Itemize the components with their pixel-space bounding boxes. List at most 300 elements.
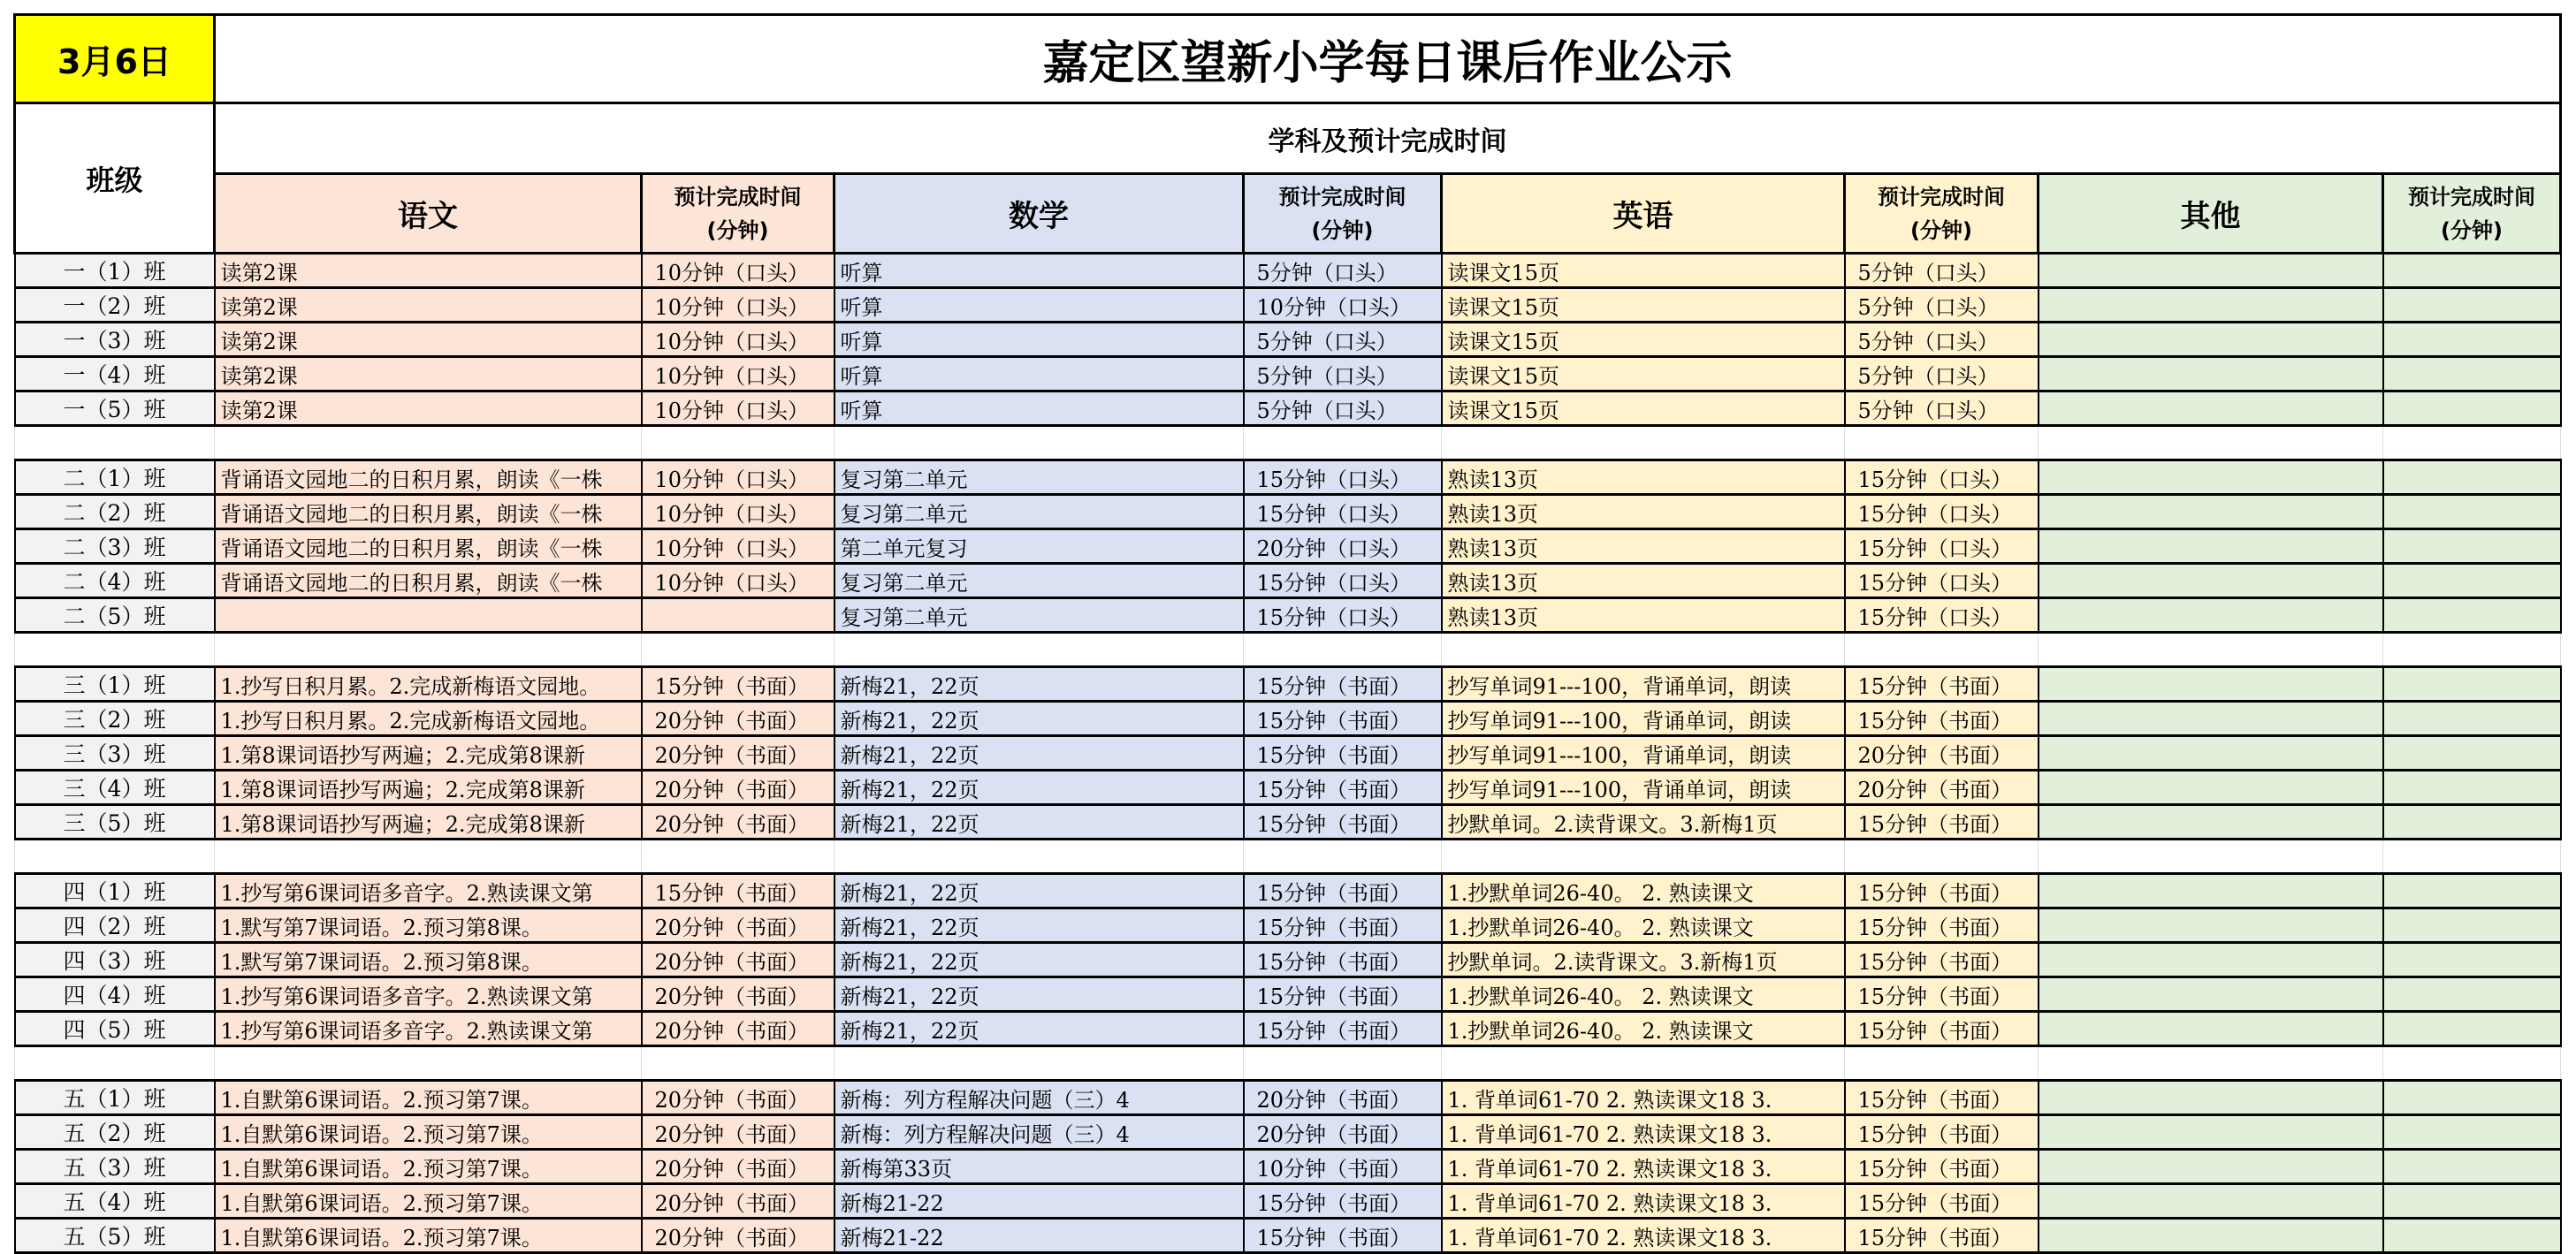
other-homework-cell — [2039, 1012, 2383, 1046]
english-time-cell: 5分钟（口头） — [1845, 288, 2039, 323]
table-row — [15, 805, 2561, 840]
english-homework-cell: 读课文15页 — [1442, 391, 1845, 426]
math-time-cell: 15分钟（书面） — [1244, 874, 1442, 908]
empty-cell — [1244, 840, 1442, 874]
empty-cell — [642, 840, 835, 874]
empty-cell — [2039, 426, 2383, 460]
english-homework-cell: 1.抄默单词26-40。 2. 熟读课文 — [1442, 908, 1845, 943]
empty-cell — [15, 840, 215, 874]
table-row — [15, 874, 2561, 908]
spacer-row — [15, 426, 2561, 460]
chinese-homework-cell: 1.抄写第6课词语多音字。2.熟读课文第 — [215, 977, 642, 1012]
page-title: 嘉定区望新小学每日课后作业公示 — [215, 15, 2561, 103]
english-homework-cell: 读课文15页 — [1442, 288, 1845, 323]
chinese-homework-cell: 1.抄写第6课词语多音字。2.熟读课文第 — [215, 874, 642, 908]
other-homework-cell — [2039, 357, 2383, 391]
math-time-cell: 20分钟（书面） — [1244, 1081, 1442, 1115]
other-homework-cell — [2039, 908, 2383, 943]
class-name-cell: 一（5）班 — [15, 391, 215, 426]
english-homework-cell: 读课文15页 — [1442, 323, 1845, 357]
chinese-homework-cell: 读第2课 — [215, 357, 642, 391]
english-homework-cell: 抄写单词91---100，背诵单词，朗读 — [1442, 771, 1845, 805]
math-time-cell: 5分钟（口头） — [1244, 254, 1442, 288]
math-time-cell: 15分钟（书面） — [1244, 771, 1442, 805]
table-row — [15, 1219, 2561, 1253]
english-homework-cell: 读课文15页 — [1442, 254, 1845, 288]
empty-cell — [1845, 1046, 2039, 1081]
chinese-time-cell: 20分钟（书面） — [642, 1150, 835, 1184]
math-homework-cell: 新梅21，22页 — [835, 1012, 1244, 1046]
english-homework-cell: 1. 背单词61-70 2. 熟读课文18 3. — [1442, 1219, 1845, 1253]
english-time-cell: 15分钟（书面） — [1845, 1012, 2039, 1046]
empty-cell — [1442, 426, 1845, 460]
english-homework-cell: 1. 背单词61-70 2. 熟读课文18 3. — [1442, 1115, 1845, 1150]
math-time-cell: 20分钟（口头） — [1244, 529, 1442, 564]
other-homework-cell — [2039, 391, 2383, 426]
chinese-time-cell: 20分钟（书面） — [642, 1219, 835, 1253]
english-homework-cell: 抄写单词91---100，背诵单词，朗读 — [1442, 702, 1845, 736]
empty-cell — [215, 426, 642, 460]
english-homework-cell: 1. 背单词61-70 2. 熟读课文18 3. — [1442, 1081, 1845, 1115]
empty-cell — [835, 840, 1244, 874]
class-name-cell: 二（4）班 — [15, 564, 215, 598]
empty-cell — [1442, 840, 1845, 874]
english-time-cell: 5分钟（口头） — [1845, 254, 2039, 288]
english-time-cell: 5分钟（口头） — [1845, 357, 2039, 391]
english-time-cell: 15分钟（书面） — [1845, 805, 2039, 840]
math-homework-cell: 新梅21，22页 — [835, 736, 1244, 771]
other-homework-cell — [2039, 702, 2383, 736]
table-row — [15, 908, 2561, 943]
other-homework-cell — [2039, 254, 2383, 288]
class-name-cell: 一（3）班 — [15, 323, 215, 357]
math-homework-cell: 听算 — [835, 254, 1244, 288]
class-name-cell: 三（2）班 — [15, 702, 215, 736]
english-homework-cell: 熟读13页 — [1442, 495, 1845, 529]
empty-cell — [1845, 426, 2039, 460]
chinese-homework-cell: 1.默写第7课词语。2.预习第8课。 — [215, 908, 642, 943]
other-time-cell — [2383, 702, 2561, 736]
class-name-cell: 四（2）班 — [15, 908, 215, 943]
english-time-cell: 5分钟（口头） — [1845, 391, 2039, 426]
math-homework-cell: 新梅：列方程解决问题（三）4 — [835, 1115, 1244, 1150]
class-name-cell: 一（4）班 — [15, 357, 215, 391]
english-time-cell: 15分钟（书面） — [1845, 1150, 2039, 1184]
chinese-homework-cell: 1.自默第6课词语。2.预习第7课。 — [215, 1184, 642, 1219]
class-name-cell: 四（5）班 — [15, 1012, 215, 1046]
table-row — [15, 598, 2561, 633]
table-row — [15, 1150, 2561, 1184]
other-homework-cell — [2039, 1115, 2383, 1150]
spacer-row — [15, 1046, 2561, 1081]
math-homework-cell: 听算 — [835, 391, 1244, 426]
math-time-cell: 15分钟（书面） — [1244, 908, 1442, 943]
empty-cell — [2039, 1046, 2383, 1081]
english-time-cell: 15分钟（书面） — [1845, 667, 2039, 702]
empty-cell — [1244, 1046, 1442, 1081]
math-homework-cell: 新梅21，22页 — [835, 874, 1244, 908]
empty-cell — [835, 633, 1244, 667]
chinese-time-cell: 15分钟（书面） — [642, 874, 835, 908]
chinese-time-cell: 10分钟（口头） — [642, 460, 835, 495]
english-time-cell: 5分钟（口头） — [1845, 323, 2039, 357]
english-time-cell: 15分钟（口头） — [1845, 564, 2039, 598]
other-homework-cell — [2039, 1219, 2383, 1253]
math-homework-cell: 新梅21，22页 — [835, 977, 1244, 1012]
math-time-cell: 15分钟（书面） — [1244, 943, 1442, 977]
empty-cell — [1845, 633, 2039, 667]
math-time-cell: 15分钟（口头） — [1244, 564, 1442, 598]
math-time-cell: 5分钟（口头） — [1244, 357, 1442, 391]
chinese-header: 语文 — [215, 174, 642, 254]
empty-cell — [215, 633, 642, 667]
empty-cell — [2039, 633, 2383, 667]
empty-cell — [215, 1046, 642, 1081]
english-time-cell: 15分钟（书面） — [1845, 874, 2039, 908]
chinese-homework-cell — [215, 598, 642, 633]
english-time-cell: 15分钟（书面） — [1845, 1219, 2039, 1253]
empty-cell — [215, 840, 642, 874]
english-homework-cell: 熟读13页 — [1442, 460, 1845, 495]
class-name-cell: 一（1）班 — [15, 254, 215, 288]
other-time-cell — [2383, 357, 2561, 391]
chinese-time-cell: 20分钟（书面） — [642, 1184, 835, 1219]
other-time-cell — [2383, 1219, 2561, 1253]
class-name-cell: 二（1）班 — [15, 460, 215, 495]
english-homework-cell: 熟读13页 — [1442, 529, 1845, 564]
english-time-cell: 20分钟（书面） — [1845, 736, 2039, 771]
math-homework-cell: 新梅21，22页 — [835, 943, 1244, 977]
math-homework-cell: 新梅21，22页 — [835, 702, 1244, 736]
empty-cell — [15, 633, 215, 667]
table-row — [15, 529, 2561, 564]
chinese-time-cell: 10分钟（口头） — [642, 288, 835, 323]
empty-cell — [642, 633, 835, 667]
empty-cell — [2383, 633, 2561, 667]
chinese-homework-cell: 1.自默第6课词语。2.预习第7课。 — [215, 1081, 642, 1115]
table-row — [15, 1081, 2561, 1115]
english-header: 英语 — [1442, 174, 1845, 254]
other-time-cell — [2383, 391, 2561, 426]
english-homework-cell: 1.抄默单词26-40。 2. 熟读课文 — [1442, 1012, 1845, 1046]
other-time-cell — [2383, 1012, 2561, 1046]
math-homework-cell: 听算 — [835, 288, 1244, 323]
math-time-cell: 15分钟（书面） — [1244, 977, 1442, 1012]
table-row — [15, 391, 2561, 426]
other-homework-cell — [2039, 943, 2383, 977]
math-homework-cell: 新梅21，22页 — [835, 908, 1244, 943]
math-time-cell: 15分钟（书面） — [1244, 702, 1442, 736]
empty-cell — [835, 426, 1244, 460]
other-homework-cell — [2039, 771, 2383, 805]
class-name-cell: 三（1）班 — [15, 667, 215, 702]
class-column-header: 班级 — [15, 103, 215, 254]
chinese-time-cell: 20分钟（书面） — [642, 1012, 835, 1046]
chinese-time-cell: 10分钟（口头） — [642, 254, 835, 288]
math-homework-cell: 第二单元复习 — [835, 529, 1244, 564]
english-homework-cell: 抄写单词91---100，背诵单词，朗读 — [1442, 736, 1845, 771]
english-time-cell: 15分钟（书面） — [1845, 943, 2039, 977]
other-time-cell — [2383, 1081, 2561, 1115]
chinese-time-cell: 20分钟（书面） — [642, 908, 835, 943]
other-time-cell — [2383, 564, 2561, 598]
empty-cell — [2383, 426, 2561, 460]
math-homework-cell: 新梅21，22页 — [835, 771, 1244, 805]
chinese-homework-cell: 背诵语文园地二的日积月累，朗读《一株 — [215, 564, 642, 598]
math-time-cell: 5分钟（口头） — [1244, 391, 1442, 426]
table-row — [15, 460, 2561, 495]
english-homework-cell: 抄默单词。2.读背课文。3.新梅1页 — [1442, 943, 1845, 977]
empty-cell — [1845, 840, 2039, 874]
chinese-homework-cell: 背诵语文园地二的日积月累，朗读《一株 — [215, 529, 642, 564]
chinese-homework-cell: 读第2课 — [215, 288, 642, 323]
math-time-cell: 15分钟（书面） — [1244, 805, 1442, 840]
other-time-cell — [2383, 495, 2561, 529]
english-homework-cell: 1. 背单词61-70 2. 熟读课文18 3. — [1442, 1184, 1845, 1219]
class-name-cell: 二（2）班 — [15, 495, 215, 529]
math-homework-cell: 新梅21，22页 — [835, 805, 1244, 840]
english-time-cell: 15分钟（书面） — [1845, 1081, 2039, 1115]
class-name-cell: 三（4）班 — [15, 771, 215, 805]
other-homework-cell — [2039, 667, 2383, 702]
math-homework-cell: 新梅：列方程解决问题（三）4 — [835, 1081, 1244, 1115]
math-time-cell: 15分钟（口头） — [1244, 495, 1442, 529]
other-homework-cell — [2039, 805, 2383, 840]
other-time-cell — [2383, 1115, 2561, 1150]
class-name-cell: 二（3）班 — [15, 529, 215, 564]
spacer-row — [15, 840, 2561, 874]
chinese-time-cell: 10分钟（口头） — [642, 529, 835, 564]
english-time-cell: 20分钟（书面） — [1845, 771, 2039, 805]
chinese-homework-cell: 1.抄写日积月累。2.完成新梅语文园地。 — [215, 702, 642, 736]
time-header-line1: 预计完成时间 — [1278, 184, 1406, 209]
math-time-cell: 15分钟（书面） — [1244, 1184, 1442, 1219]
math-homework-cell: 新梅第33页 — [835, 1150, 1244, 1184]
other-time-cell — [2383, 977, 2561, 1012]
table-row — [15, 495, 2561, 529]
math-time-cell: 15分钟（书面） — [1244, 1219, 1442, 1253]
empty-cell — [642, 426, 835, 460]
time-header-line1: 预计完成时间 — [2408, 184, 2535, 209]
chinese-time-cell — [642, 598, 835, 633]
english-homework-cell: 读课文15页 — [1442, 357, 1845, 391]
other-time-cell — [2383, 460, 2561, 495]
table-row — [15, 977, 2561, 1012]
english-time-cell: 15分钟（书面） — [1845, 908, 2039, 943]
english-time-cell: 15分钟（口头） — [1845, 529, 2039, 564]
chinese-time-cell: 10分钟（口头） — [642, 357, 835, 391]
english-time-header — [1845, 174, 2039, 254]
english-homework-cell: 1.抄默单词26-40。 2. 熟读课文 — [1442, 874, 1845, 908]
math-time-cell: 5分钟（口头） — [1244, 323, 1442, 357]
math-homework-cell: 复习第二单元 — [835, 495, 1244, 529]
table-row — [15, 323, 2561, 357]
chinese-time-cell: 20分钟（书面） — [642, 771, 835, 805]
math-time-header — [1244, 174, 1442, 254]
english-time-cell: 15分钟（书面） — [1845, 1115, 2039, 1150]
chinese-time-cell: 10分钟（口头） — [642, 391, 835, 426]
other-homework-cell — [2039, 288, 2383, 323]
chinese-time-header — [642, 174, 835, 254]
math-time-cell: 10分钟（书面） — [1244, 1150, 1442, 1184]
chinese-homework-cell: 背诵语文园地二的日积月累，朗读《一株 — [215, 495, 642, 529]
time-header-line2: (分钟) — [2441, 217, 2503, 243]
math-time-cell: 20分钟（书面） — [1244, 1115, 1442, 1150]
empty-cell — [2383, 840, 2561, 874]
table-row — [15, 736, 2561, 771]
math-time-cell: 15分钟（书面） — [1244, 1012, 1442, 1046]
homework-table — [13, 13, 2562, 1254]
chinese-homework-cell: 1.抄写日积月累。2.完成新梅语文园地。 — [215, 667, 642, 702]
english-homework-cell: 1.抄默单词26-40。 2. 熟读课文 — [1442, 977, 1845, 1012]
class-name-cell: 四（3）班 — [15, 943, 215, 977]
other-homework-cell — [2039, 977, 2383, 1012]
english-homework-cell: 抄写单词91---100，背诵单词，朗读 — [1442, 667, 1845, 702]
date-cell: 3月6日 — [15, 15, 215, 103]
time-header-line2: (分钟) — [1311, 217, 1374, 243]
math-time-cell: 10分钟（口头） — [1244, 288, 1442, 323]
class-name-cell: 五（4）班 — [15, 1184, 215, 1219]
class-name-cell: 四（1）班 — [15, 874, 215, 908]
other-homework-cell — [2039, 529, 2383, 564]
other-homework-cell — [2039, 460, 2383, 495]
table-row — [15, 771, 2561, 805]
math-homework-cell: 复习第二单元 — [835, 460, 1244, 495]
chinese-homework-cell: 背诵语文园地二的日积月累，朗读《一株 — [215, 460, 642, 495]
other-time-cell — [2383, 874, 2561, 908]
other-time-cell — [2383, 805, 2561, 840]
chinese-time-cell: 20分钟（书面） — [642, 702, 835, 736]
english-time-cell: 15分钟（书面） — [1845, 702, 2039, 736]
other-homework-cell — [2039, 323, 2383, 357]
class-name-cell: 五（2）班 — [15, 1115, 215, 1150]
other-time-cell — [2383, 254, 2561, 288]
other-homework-cell — [2039, 564, 2383, 598]
chinese-time-cell: 20分钟（书面） — [642, 1081, 835, 1115]
english-time-cell: 15分钟（书面） — [1845, 977, 2039, 1012]
math-homework-cell: 复习第二单元 — [835, 564, 1244, 598]
chinese-homework-cell: 读第2课 — [215, 391, 642, 426]
chinese-time-cell: 20分钟（书面） — [642, 805, 835, 840]
class-name-cell: 五（5）班 — [15, 1219, 215, 1253]
time-header-line2: (分钟) — [1910, 217, 1972, 243]
chinese-homework-cell: 1.第8课词语抄写两遍；2.完成第8课新 — [215, 771, 642, 805]
class-name-cell: 五（1）班 — [15, 1081, 215, 1115]
math-homework-cell: 听算 — [835, 357, 1244, 391]
english-homework-cell: 抄默单词。2.读背课文。3.新梅1页 — [1442, 805, 1845, 840]
chinese-homework-cell: 1.第8课词语抄写两遍；2.完成第8课新 — [215, 805, 642, 840]
chinese-homework-cell: 1.自默第6课词语。2.预习第7课。 — [215, 1150, 642, 1184]
empty-cell — [1442, 633, 1845, 667]
other-time-cell — [2383, 667, 2561, 702]
class-name-cell: 五（3）班 — [15, 1150, 215, 1184]
chinese-homework-cell: 1.第8课词语抄写两遍；2.完成第8课新 — [215, 736, 642, 771]
english-time-cell: 15分钟（口头） — [1845, 598, 2039, 633]
table-row — [15, 667, 2561, 702]
chinese-homework-cell: 1.自默第6课词语。2.预习第7课。 — [215, 1219, 642, 1253]
other-time-cell — [2383, 529, 2561, 564]
empty-cell — [15, 1046, 215, 1081]
math-homework-cell: 新梅21-22 — [835, 1184, 1244, 1219]
table-row — [15, 357, 2561, 391]
chinese-time-cell: 20分钟（书面） — [642, 1115, 835, 1150]
empty-cell — [2383, 1046, 2561, 1081]
table-row — [15, 943, 2561, 977]
other-header: 其他 — [2039, 174, 2383, 254]
english-time-cell: 15分钟（口头） — [1845, 495, 2039, 529]
other-homework-cell — [2039, 736, 2383, 771]
empty-cell — [1244, 426, 1442, 460]
math-homework-cell: 新梅21，22页 — [835, 667, 1244, 702]
english-homework-cell: 熟读13页 — [1442, 564, 1845, 598]
math-homework-cell: 听算 — [835, 323, 1244, 357]
chinese-homework-cell: 读第2课 — [215, 323, 642, 357]
subject-group-header: 学科及预计完成时间 — [215, 103, 2561, 174]
class-name-cell: 二（5）班 — [15, 598, 215, 633]
other-time-cell — [2383, 1184, 2561, 1219]
chinese-homework-cell: 1.默写第7课词语。2.预习第8课。 — [215, 943, 642, 977]
english-homework-cell: 熟读13页 — [1442, 598, 1845, 633]
chinese-time-cell: 20分钟（书面） — [642, 943, 835, 977]
other-homework-cell — [2039, 874, 2383, 908]
empty-cell — [835, 1046, 1244, 1081]
english-time-cell: 15分钟（口头） — [1845, 460, 2039, 495]
table-row — [15, 702, 2561, 736]
other-time-cell — [2383, 1150, 2561, 1184]
empty-cell — [2039, 840, 2383, 874]
table-row — [15, 254, 2561, 288]
math-time-cell: 15分钟（口头） — [1244, 598, 1442, 633]
other-time-cell — [2383, 598, 2561, 633]
chinese-homework-cell: 1.自默第6课词语。2.预习第7课。 — [215, 1115, 642, 1150]
empty-cell — [15, 426, 215, 460]
math-time-cell: 15分钟（书面） — [1244, 667, 1442, 702]
class-name-cell: 三（3）班 — [15, 736, 215, 771]
math-homework-cell: 复习第二单元 — [835, 598, 1244, 633]
class-name-cell: 三（5）班 — [15, 805, 215, 840]
other-homework-cell — [2039, 1150, 2383, 1184]
class-name-cell: 一（2）班 — [15, 288, 215, 323]
table-row — [15, 288, 2561, 323]
chinese-homework-cell: 1.抄写第6课词语多音字。2.熟读课文第 — [215, 1012, 642, 1046]
chinese-time-cell: 10分钟（口头） — [642, 564, 835, 598]
time-header-line1: 预计完成时间 — [1878, 184, 2005, 209]
other-time-cell — [2383, 288, 2561, 323]
math-time-cell: 15分钟（书面） — [1244, 736, 1442, 771]
time-header-line1: 预计完成时间 — [674, 184, 802, 209]
chinese-time-cell: 20分钟（书面） — [642, 736, 835, 771]
math-time-cell: 15分钟（口头） — [1244, 460, 1442, 495]
empty-cell — [1442, 1046, 1845, 1081]
other-homework-cell — [2039, 1184, 2383, 1219]
math-homework-cell: 新梅21-22 — [835, 1219, 1244, 1253]
other-time-header — [2383, 174, 2561, 254]
chinese-homework-cell: 读第2课 — [215, 254, 642, 288]
other-time-cell — [2383, 771, 2561, 805]
table-row — [15, 1115, 2561, 1150]
other-time-cell — [2383, 323, 2561, 357]
table-row — [15, 1184, 2561, 1219]
table-row — [15, 564, 2561, 598]
other-homework-cell — [2039, 598, 2383, 633]
other-time-cell — [2383, 736, 2561, 771]
table-row — [15, 1012, 2561, 1046]
math-header: 数学 — [835, 174, 1244, 254]
other-time-cell — [2383, 908, 2561, 943]
english-time-cell: 15分钟（书面） — [1845, 1184, 2039, 1219]
english-homework-cell: 1. 背单词61-70 2. 熟读课文18 3. — [1442, 1150, 1845, 1184]
spacer-row — [15, 633, 2561, 667]
